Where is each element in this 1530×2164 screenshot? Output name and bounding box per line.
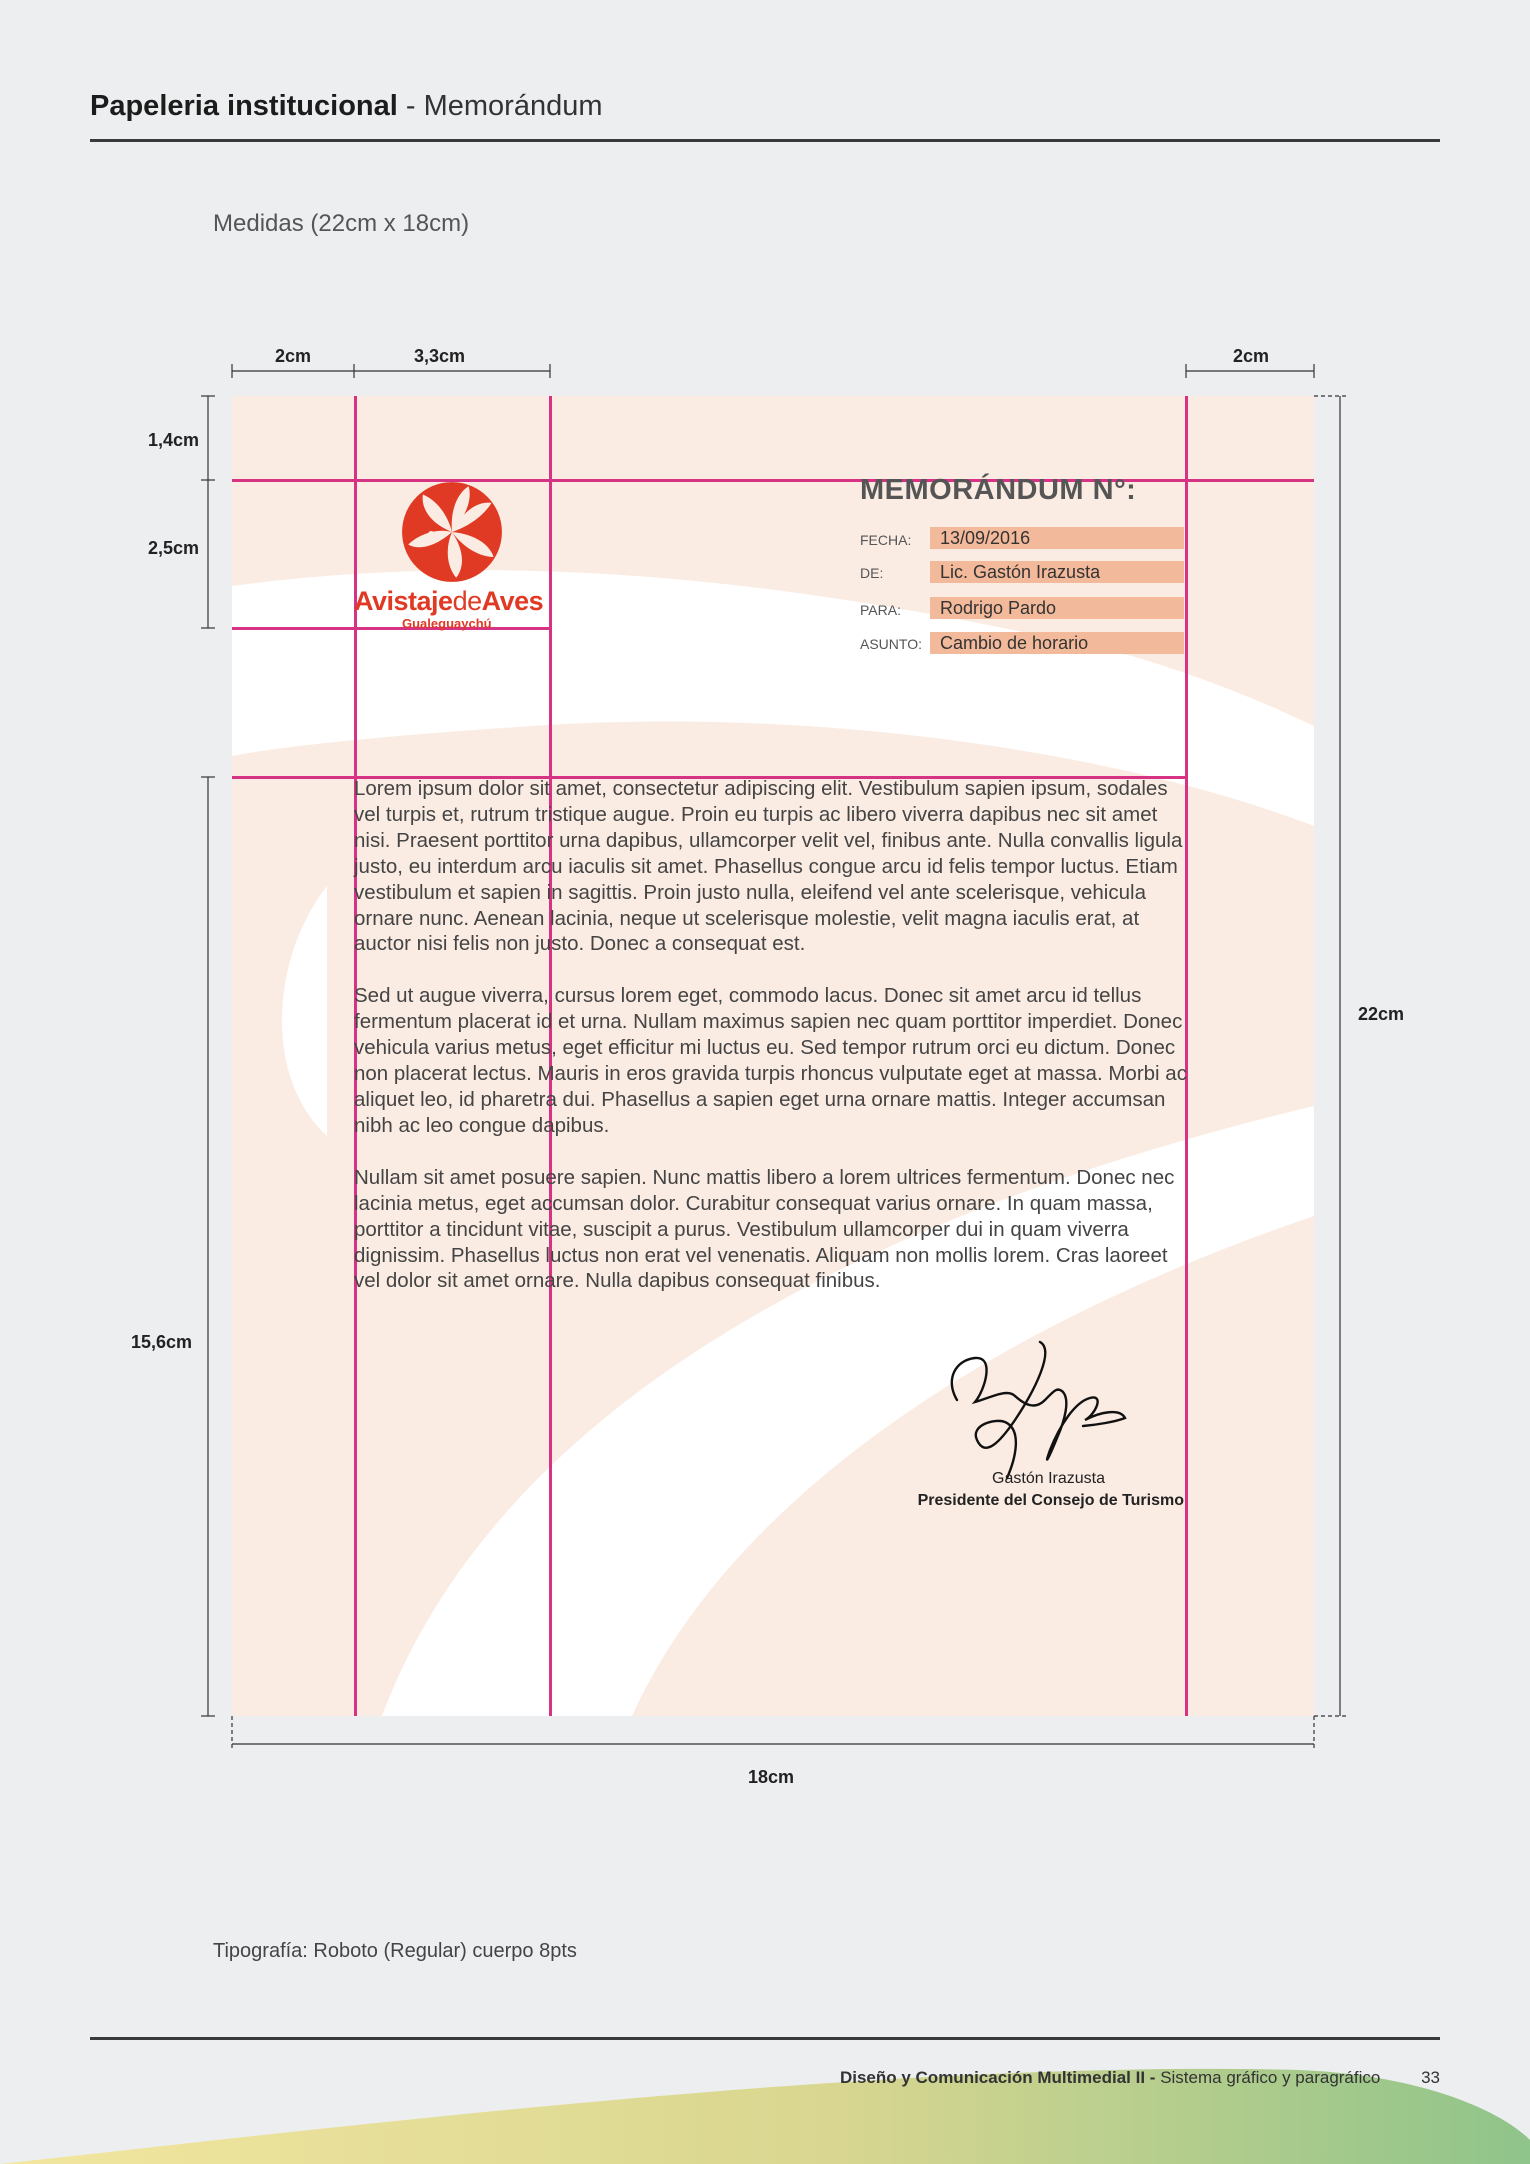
title-sep: - xyxy=(397,90,424,122)
field-label-fecha: FECHA: xyxy=(860,532,912,548)
dim-top-middle: 3,3cm xyxy=(414,346,466,366)
field-label-asunto: ASUNTO: xyxy=(860,636,922,652)
footer-rule xyxy=(90,2037,1440,2040)
field-value-para: Rodrigo Pardo xyxy=(930,597,1184,619)
signature-role: Presidente del Consejo de Turismo xyxy=(917,1492,1184,1509)
signature-scribble xyxy=(945,1330,1145,1490)
dim-left-mid: 2,5cm xyxy=(148,538,200,558)
page-number: 33 xyxy=(1421,2068,1440,2087)
body-paragraph-1: Lorem ipsum dolor sit amet, consectetur adipiscing elit. Vestibulum sapien ipsum, sodales vel turpis et, rutrum tristique augue. Proin eu turpis ac libero viverra dapibus nec sit amet nisi. Praesent porttitor urna dapibus, ullamcorper velit vel, finibus ante. Nulla convallis ligula justo, eu interdum arcu iaculis sit amet. Phasellus congue arcu id felis tempor luctus. Etiam vestibulum et sapien in sagittis. Proin justo nulla, eleifend vel ante scelerisque, vehicula ornare nunc. Aenean lacinia, neque ut scelerisque molestie, velit magna iaculis erat, at auctor nisi felis non justo. Donec a consequat est. xyxy=(354,777,1183,956)
measurements-label: Medidas (22cm x 18cm) xyxy=(213,210,470,237)
title-light: Memorándum xyxy=(423,90,603,122)
title-bold: Papeleria institucional xyxy=(90,90,398,122)
logo-wordmark xyxy=(354,586,543,617)
dim-bottom: 18cm xyxy=(748,1767,795,1787)
logo-name-b: de xyxy=(452,586,482,616)
footer-course: Diseño y Comunicación Multimedial II - xyxy=(839,2068,1156,2087)
bird-logo-icon xyxy=(400,480,504,584)
field-value-de: Lic. Gastón Irazusta xyxy=(930,561,1184,583)
memo-body xyxy=(354,776,1190,1320)
body-paragraph-2: Sed ut augue viverra, cursus lorem eget, commodo lacus. Donec sit amet arcu id tellus fermentum placerat id et urna. Nullam maximus sapien nec quam porttitor imperdiet. Donec vehicula varius metus, eget efficitur mi luctus eu. Sed tempor rutrum orci eu dictum. Donec non placerat lectus. Mauris in eros gravida turpis rhoncus vulputate eget at massa. Morbi ac aliquet leo, id pharetra dui. Phasellus a sapien eget urna ornare mattis. Integer accumsan nibh ac leo congue dapibus. xyxy=(354,984,1187,1137)
footer-section: Sistema gráfico y paragráfico xyxy=(1160,2068,1381,2087)
field-value-asunto: Cambio de horario xyxy=(930,632,1184,654)
field-label-para: PARA: xyxy=(860,602,901,618)
field-value-fecha: 13/09/2016 xyxy=(930,527,1184,549)
dim-left-top: 1,4cm xyxy=(148,430,200,450)
dim-top-right: 2cm xyxy=(1233,346,1270,366)
typography-note: Tipografía: Roboto (Regular) cuerpo 8pts xyxy=(213,1940,577,1962)
footer-gradient-wave xyxy=(0,2020,1530,2164)
signature-name: Gastón Irazusta xyxy=(992,1470,1105,1487)
logo-name-c: Aves xyxy=(481,586,544,616)
logo-name-a: Avistaje xyxy=(354,586,453,616)
footer-label xyxy=(840,2068,1440,2088)
memo-title: MEMORÁNDUM N°: xyxy=(860,474,1137,506)
logo-subtitle: Gualeguaychú xyxy=(402,616,492,631)
dim-left-bottom: 15,6cm xyxy=(131,1332,193,1352)
dim-right: 22cm xyxy=(1358,1004,1405,1024)
dim-top-left: 2cm xyxy=(275,346,312,366)
body-paragraph-3: Nullam sit amet posuere sapien. Nunc mattis libero a lorem ultrices fermentum. Donec nec lacinia metus, eget accumsan dolor. Curabitur consequat varius ornare. In quam massa, porttitor a tincidunt vitae, suscipit a purus. Vestibulum ullamcorper dui in quam viverra dignissim. Phasellus luctus non erat vel venenatis. Aliquam non mollis lorem. Cras laoreet vel dolor sit amet ornare. Nulla dapibus consequat finibus. xyxy=(354,1165,1175,1293)
field-label-de: DE: xyxy=(860,565,884,581)
